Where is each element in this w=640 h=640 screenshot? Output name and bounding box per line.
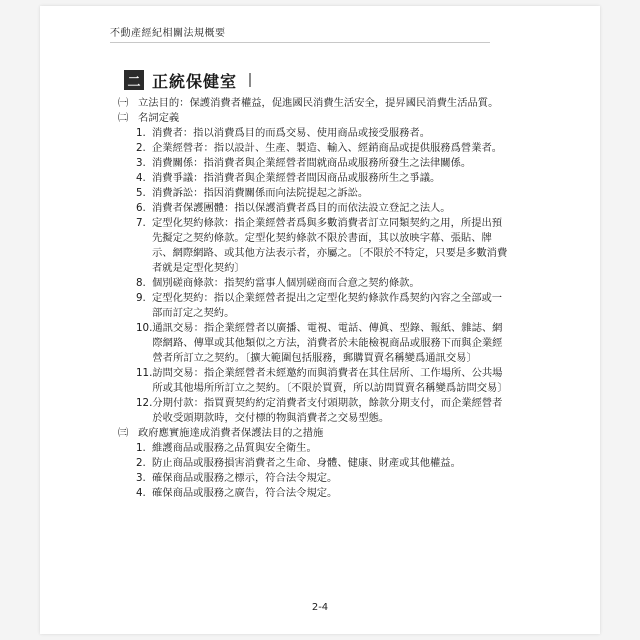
item-text: 企業經營者：指以設計、生產、製造、輸入、經銷商品或提供服務爲營業者。	[152, 142, 503, 154]
section-number: 二	[124, 70, 144, 90]
title-accent-bar	[249, 73, 251, 87]
item-number: 3.	[136, 157, 146, 169]
paragraph-marker: ㈢	[118, 427, 129, 439]
paragraph-text: 立法目的：保護消費者權益，促進國民消費生活安全，提昇國民消費生活品質。	[138, 97, 499, 109]
body-text	[118, 96, 510, 501]
paragraph-marker: ㈠	[118, 97, 129, 109]
item-text: 消費訴訟：指因消費關係而向法院提起之訴訟。	[152, 187, 369, 199]
item-number: 2.	[136, 142, 146, 154]
item-text: 分期付款：指買賣契約約定消費者支付頭期款，餘款分期支付，而企業經營者於收受頭期款時，交付標的物與消費者之交易型態。	[152, 397, 503, 424]
item-text: 訪問交易：指企業經營者未經邀約而與消費者在其住居所、工作場所、公共場所或其他場所所訂立之契約。〔不限於買賣，所以訪問買賣名稱變爲訪問交易〕	[152, 367, 508, 394]
paragraph-definitions	[118, 111, 510, 126]
definition-item	[118, 126, 510, 141]
paragraph-purpose	[118, 96, 510, 111]
definition-item	[118, 186, 510, 201]
definition-item	[118, 141, 510, 156]
item-text: 定型化契約：指以企業經營者提出之定型化契約條款作爲契約內容之全部或一部而訂定之契約。	[152, 292, 503, 319]
definition-item	[118, 276, 510, 291]
item-number: 5.	[136, 187, 146, 199]
item-text: 確保商品或服務之廣告，符合法令規定。	[152, 487, 338, 499]
definition-item	[118, 156, 510, 171]
item-number: 9.	[136, 292, 146, 304]
running-header: 不動產經紀相關法規概要	[110, 28, 226, 39]
definition-item	[118, 216, 510, 276]
item-number: 2.	[136, 457, 146, 469]
item-text: 消費關係：指消費者與企業經營者間就商品或服務所發生之法律關係。	[152, 157, 472, 169]
definition-item	[118, 201, 510, 216]
item-number: 8.	[136, 277, 146, 289]
page-number: 2-4	[311, 602, 329, 613]
definition-item	[118, 171, 510, 186]
item-number: 11.	[136, 367, 153, 379]
paragraph-marker: ㈡	[118, 112, 129, 124]
item-number: 4.	[136, 487, 146, 499]
section-heading	[124, 68, 251, 92]
definition-item	[118, 291, 510, 321]
item-text: 消費者：指以消費爲目的而爲交易、使用商品或接受服務者。	[152, 127, 431, 139]
definition-item	[118, 321, 510, 366]
item-number: 12.	[136, 397, 153, 409]
paragraph-text: 政府應實施達成消費者保護法目的之措施	[138, 427, 324, 439]
item-text: 維護商品或服務之品質與安全衛生。	[152, 442, 317, 454]
item-number: 6.	[136, 202, 146, 214]
item-number: 1.	[136, 127, 146, 139]
item-number: 1.	[136, 442, 146, 454]
header-rule	[110, 42, 490, 43]
item-text: 消費爭議：指消費者與企業經營者間因商品或服務所生之爭議。	[152, 172, 441, 184]
item-text: 個別磋商條款：指契約當事人個別磋商而合意之契約條款。	[152, 277, 420, 289]
item-text: 定型化契約條款：指企業經營者爲與多數消費者訂立同類契約之用，所提出預先擬定之契約條款。定型化契約條款不限於書面，其以放映字幕、張貼、牌示、網際網路、或其他方法表示者，亦屬之。〔不限於不特定，只要是多數消費者就是定型化契約〕	[152, 217, 508, 274]
item-text: 通訊交易：指企業經營者以廣播、電視、電話、傳眞、型錄、報紙、雜誌、網際網路、傳單或其他類似之方法，消費者於未能檢視商品或服務下而與企業經營者所訂立之契約。〔擴大範圍包括服務，郵購買賣名稱變爲通訊交易〕	[152, 322, 503, 364]
paragraph-measures	[118, 426, 510, 441]
item-number: 3.	[136, 472, 146, 484]
item-text: 消費者保護團體：指以保護消費者爲目的而依法設立登記之法人。	[152, 202, 451, 214]
measure-item	[118, 486, 510, 501]
section-title: 正統保健室	[152, 71, 238, 91]
item-number: 10.	[136, 322, 153, 334]
item-text: 防止商品或服務損害消費者之生命、身體、健康、財產或其他權益。	[152, 457, 461, 469]
definition-item	[118, 396, 510, 426]
measure-item	[118, 471, 510, 486]
paragraph-text: 名詞定義	[138, 112, 180, 124]
measure-item	[118, 441, 510, 456]
item-number: 7.	[136, 217, 146, 229]
measure-item	[118, 456, 510, 471]
item-text: 確保商品或服務之標示，符合法令規定。	[152, 472, 338, 484]
definition-item	[118, 366, 510, 396]
item-number: 4.	[136, 172, 146, 184]
